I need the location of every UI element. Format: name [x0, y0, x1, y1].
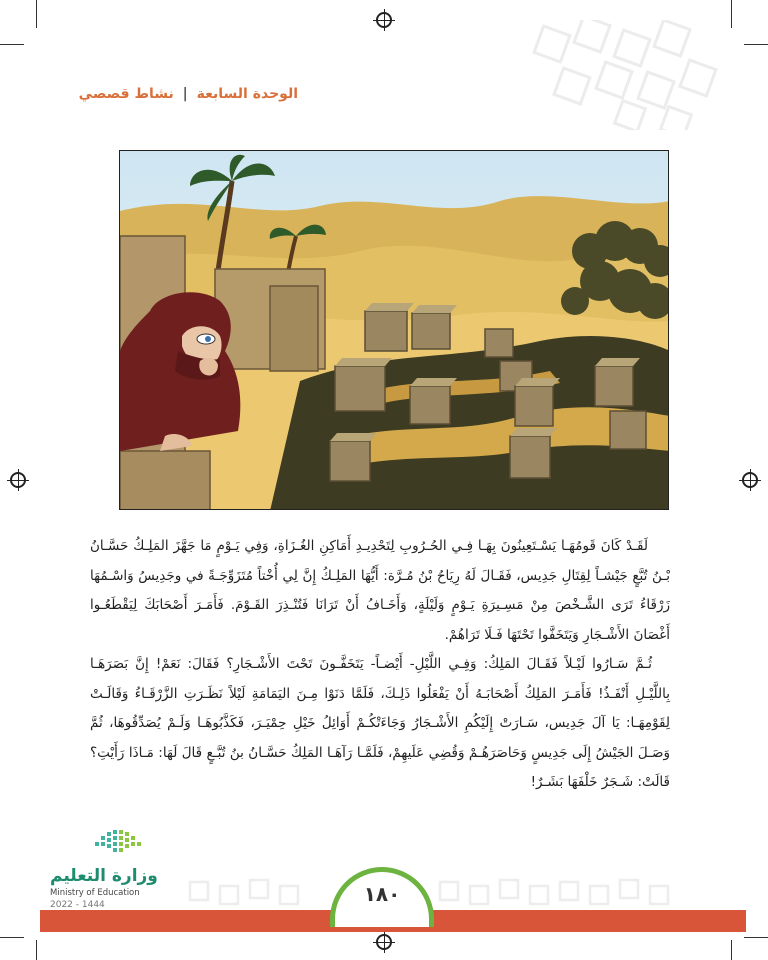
registration-mark-icon	[742, 472, 758, 488]
ministry-name-arabic: وزارة التعليم	[50, 866, 158, 886]
paragraph-2: ثُـمَّ سَـارُوا لَيْـلاً فَقَـالَ المَلِكُ: وَفِـي اللَّيْلِ- أَيْضـاً- يَتَخَفَّـونَ تَحْتَ الأَشْـجَارِ؟ فَقَالَ: نَعَمْ! إِنَّ بَصَرَهَـا بِاللَّيْـلِ أَنْفَـذُ! فَأَمَـرَ المَلِكُ أَصْحَابَـهُ أَنْ يَفْعَلُوا ذَلِـكَ، فَلَمَّا دَنَوْا مِـنَ اليَمَامَةِ لَيْلاً نَظَـرَتِ الزَّرْقَـاءُ وَقَالَـتْ لِقَوْمِهَـا: يَا آلَ جَدِيس، سَـارَتْ إِلَيْكُمِ الأَشْـجَارُ وَجَاءَتْكُـمْ أَوَائِلُ خَيْلِ حِمْيَـرَ، فَكَذَّبُوهَـا وَلَـمْ يُصَدِّقُوهَا، ثُمَّ وَصَـلَ الجَيْشُ إِلَى جَدِيسٍ وَحَاصَرَهُـمْ وَقُضِي عَلَيهِمْ، فَلَمَّـا رَآهَـا المَلِكُ حَسَّـانُ بنُ تُبَّـعٍ قَالَ لَهَا: مَـاذَا رَأَيْتِ؟ قَالَتْ: شَـجَرٌ خَلْفَهَا بَشَـرٌ!	[90, 656, 670, 790]
page-number: ١٨٠	[363, 882, 401, 906]
crop-mark	[36, 940, 37, 960]
ministry-name-english: Ministry of Education	[50, 888, 140, 898]
crop-mark	[731, 0, 732, 28]
village-scene-illustration	[120, 151, 669, 510]
ministry-logo-icon	[95, 828, 151, 860]
crop-mark	[0, 44, 24, 45]
page-header	[79, 86, 298, 102]
registration-mark-icon	[376, 934, 392, 950]
crop-mark	[731, 940, 732, 960]
story-text	[90, 532, 670, 798]
registration-mark-icon	[10, 472, 26, 488]
crop-mark	[744, 44, 768, 45]
paragraph-1: لَقَـدْ كَانَ قَومُهَـا يَسْـتَعِينُونَ بِهَـا فِـي الحُـرُوبِ لِتَحْدِيـدِ أَمَاكِنِ الغُـزَاةِ، وَفِي يَـوْمٍ مَا جَهَّزَ المَلِـكُ حَسَّـانُ بْـنُ تُبَّعٍ جَيْشـاً لِقِتَالِ جَدِيس، فَقَـالَ لَهُ رِيَاحُ بْنُ مُـرَّة: أَيُّهَا المَلِـكُ إِنَّ لِي أُخْتاً مُتَزَوِّجَـةً في وجَدِيسُ وَاسْـمُهَا زَرْقَاءُ تَرَى الشَّـخْصَ مِنْ مَسِـيرَةِ يَـوْمٍ وَلَيْلَةٍ، وَأَخَـافُ أَنْ تَرَانَا فَتُنْـذِرَ القَـوْمَ. فَأَمَـرَ أَصْحَابَكَ لِيَقْطَعُـوا أَغْصَانَ الأَشْـجَارِ وَيَتَخَفَّوا تَحْتَهَا فَـلَا تَرَاهُمْ.	[90, 538, 670, 643]
decorative-pattern	[180, 872, 700, 910]
activity-title: نشاط قصصي	[78, 86, 174, 102]
edition-year: 2022 - 1444	[50, 900, 105, 910]
unit-title: الوحدة السابعة	[196, 86, 298, 102]
registration-mark-icon	[376, 12, 392, 28]
crop-mark	[744, 937, 768, 938]
crop-mark	[36, 0, 37, 28]
story-illustration	[119, 150, 669, 510]
decorative-pattern	[428, 20, 728, 130]
header-separator: |	[182, 86, 188, 102]
crop-mark	[0, 937, 24, 938]
